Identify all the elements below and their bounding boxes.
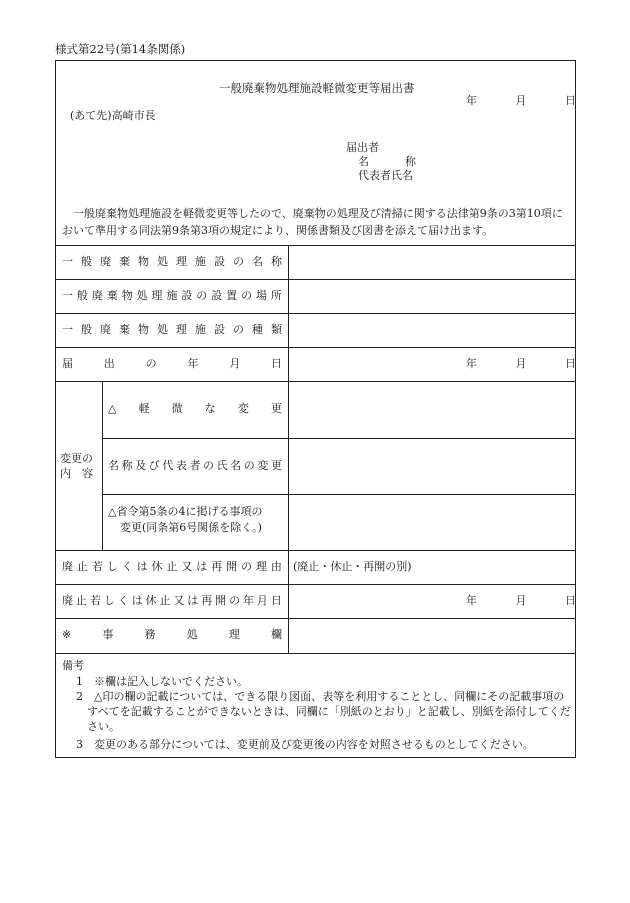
form-number: 様式第22号(第14条関係) — [55, 42, 186, 56]
label-change-other: △省令第5条の4に掲げる事項の 変更(同条第6号関係を除く。) — [108, 505, 263, 534]
applicant-name-label: 名 称 — [358, 155, 416, 168]
day-label: 日 — [565, 94, 576, 107]
facility-name-field[interactable] — [289, 246, 574, 278]
note-item: 1 ※欄は記入しないでください。 — [76, 675, 248, 688]
reason-field[interactable]: (廃止・休止・再開の別) — [293, 560, 412, 573]
rule — [56, 653, 575, 654]
month-label: 月 — [515, 94, 527, 107]
suspension-date-field[interactable]: 年 月 日 — [466, 594, 576, 607]
year-label: 年 — [466, 94, 477, 107]
label-change-minor: △ 軽 微 な 変 更 — [108, 402, 282, 416]
label-notification-date: 届 出 の 年 月 日 — [62, 356, 282, 370]
change-other-field[interactable] — [289, 495, 574, 549]
change-name-field[interactable] — [289, 439, 574, 493]
note-item: 3 変更のある部分については、変更前及び変更後の内容を対照させるものとしてください。 — [76, 738, 534, 751]
label-suspension-date: 廃 止 若 し く は 休 止 又 は 再 開 の 年 月 日 — [62, 593, 282, 607]
label-facility-name: 一 般 廃 棄 物 処 理 施 設 の 名 称 — [62, 254, 282, 268]
label-facility-location: 一 般 廃 棄 物 処 理 施 設 の 設 置 の 場 所 — [62, 288, 282, 302]
form-frame — [55, 60, 576, 758]
label-change-name: 名 称 及 び 代 表 者 の 氏 名 の 変 更 — [108, 458, 282, 472]
notification-date-field[interactable]: 年 月 日 — [466, 357, 576, 370]
header-date[interactable] — [466, 94, 576, 108]
change-minor-field[interactable] — [289, 382, 574, 437]
applicant-heading: 届出者 — [346, 141, 379, 154]
form-title: 一般廃棄物処理施設軽微変更等届出書 — [219, 81, 415, 95]
facility-type-field[interactable] — [289, 314, 574, 346]
label-office-use: ※ 事 務 処 理 欄 — [62, 628, 282, 642]
declaration-text: 一般廃棄物処理施設を軽微変更等したので、廃棄物の処理及び清掃に関する法律第9条の3第10項において準用する同法第9条第3項の規定により、関係書類及び図書を添えて届け出ます。 — [62, 207, 563, 237]
office-use-field — [289, 619, 574, 652]
notes-heading: 備考 — [62, 659, 84, 672]
label-reason: 廃 止 若 し く は 休 止 又 は 再 開 の 理 由 — [62, 559, 282, 573]
applicant-representative-label: 代表者氏名 — [358, 169, 413, 182]
label-facility-type: 一 般 廃 棄 物 処 理 施 設 の 種 類 — [62, 322, 282, 336]
label-change-content: 変更の 内 容 — [60, 452, 93, 480]
note-item: 2 △印の欄の記載については、できる限り図面、表等を利用することとし、同欄にその記載事項のすべてを記載することができないときは、同欄に「別紙のとおり」と記載し、別紙を添付してください。 — [76, 690, 571, 733]
change-subcolumn-divider — [102, 381, 103, 550]
facility-location-field[interactable] — [289, 280, 574, 312]
addressee: (あて先)高崎市長 — [70, 109, 156, 122]
